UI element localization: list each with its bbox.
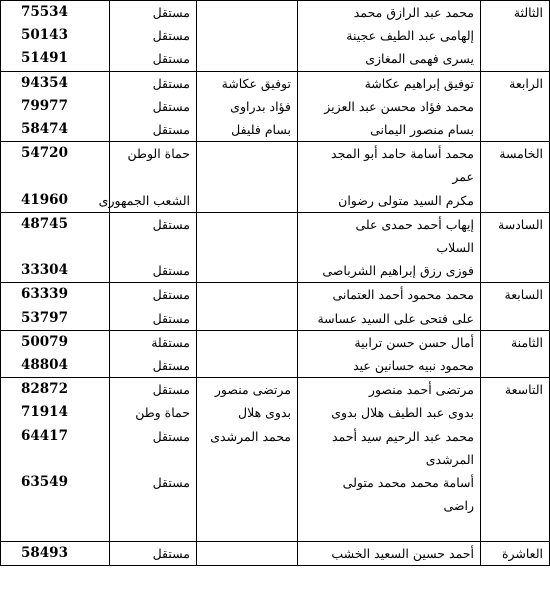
table-row [1,142,550,166]
election-symbol-cell: مرتضى منصور [197,378,298,402]
table-row [1,165,550,188]
table-row [1,212,550,236]
votes-cell: 33304 [1,259,110,283]
election-symbol-cell [197,236,298,259]
district-cell: الرابعة [481,71,550,95]
candidate-name-cell: محمد عبد الرحيم سيد أحمد [298,425,481,448]
district-cell [481,471,550,494]
candidate-name-cell: بدوى عبد الطيف هلال بدوى [298,401,481,424]
party-cell: مستقل [110,283,197,307]
party-cell: مستقل [110,425,197,448]
candidate-name-cell: السلاب [298,236,481,259]
votes-cell: 54720 [1,142,110,166]
candidate-name-cell [298,517,481,541]
candidate-name-cell: أحمد حسين السعيد الخشب [298,541,481,565]
district-cell: الثامنة [481,330,550,354]
candidate-name-cell: أسامة محمد محمد متولى [298,471,481,494]
district-cell [481,307,550,331]
district-cell [481,401,550,424]
district-cell [481,165,550,188]
district-cell: السادسة [481,212,550,236]
candidate-name-cell: مرتضى أحمد منصور [298,378,481,402]
candidate-name-cell: المرشدى [298,448,481,471]
table-row [1,47,550,71]
candidate-name-cell: محمد فؤاد محسن عبد العزيز [298,95,481,118]
party-cell: مستقل [110,471,197,494]
party-cell: مستقل [110,354,197,378]
votes-cell: 79977 [1,95,110,118]
election-symbol-cell [197,47,298,71]
candidate-name-cell: راضى [298,494,481,517]
election-symbol-cell [197,448,298,471]
party-cell: مستقل [110,71,197,95]
district-cell [481,259,550,283]
votes-cell: 50079 [1,330,110,354]
district-cell [481,24,550,47]
district-cell [481,95,550,118]
party-cell: مستقل [110,118,197,142]
district-cell: الثالثة [481,1,550,25]
district-cell: السابعة [481,283,550,307]
table-row [1,425,550,448]
election-symbol-cell [197,354,298,378]
votes-cell [1,494,110,517]
candidate-name-cell: محمد عبد الرازق محمد [298,1,481,25]
election-symbol-cell: توفيق عكاشة [197,71,298,95]
candidate-name-cell: إيهاب أحمد حمدى على [298,212,481,236]
party-cell [110,165,197,188]
election-symbol-cell [197,494,298,517]
table-row [1,307,550,331]
party-cell [110,236,197,259]
district-cell [481,189,550,213]
election-symbol-cell [197,517,298,541]
district-cell [481,425,550,448]
votes-cell: 48745 [1,212,110,236]
election-symbol-cell: بسام فليفل [197,118,298,142]
election-symbol-cell [197,212,298,236]
votes-cell: 94354 [1,71,110,95]
votes-cell: 82872 [1,378,110,402]
votes-cell: 53797 [1,307,110,331]
table-row [1,118,550,142]
district-cell [481,448,550,471]
votes-cell [1,236,110,259]
election-symbol-cell [197,259,298,283]
election-symbol-cell [197,24,298,47]
votes-cell: 50143 [1,24,110,47]
votes-cell: 75534 [1,1,110,25]
table-row [1,541,550,565]
election-symbol-cell [197,283,298,307]
election-symbol-cell: بدوى هلال [197,401,298,424]
party-cell: مستقل [110,541,197,565]
party-cell [110,448,197,471]
votes-cell: 63549 [1,471,110,494]
election-symbol-cell [197,1,298,25]
votes-cell [1,448,110,471]
candidate-name-cell: أمال حسن حسن ترابية [298,330,481,354]
table-row [1,517,550,541]
election-symbol-cell [197,541,298,565]
party-cell: مستقل [110,1,197,25]
candidate-name-cell: بسام منصور اليمانى [298,118,481,142]
district-cell [481,517,550,541]
votes-cell: 51491 [1,47,110,71]
district-cell [481,494,550,517]
candidate-name-cell: فوزى رزق إبراهيم الشرباصى [298,259,481,283]
party-cell: حماة وطن [110,401,197,424]
table-row [1,354,550,378]
district-cell [481,236,550,259]
district-cell: العاشرة [481,541,550,565]
party-cell: مستقل [110,307,197,331]
table-row [1,259,550,283]
table-row [1,236,550,259]
election-symbol-cell: فؤاد بدراوى [197,95,298,118]
table-row [1,448,550,471]
votes-cell [1,517,110,541]
table-row [1,378,550,402]
district-cell: التاسعة [481,378,550,402]
election-symbol-cell [197,330,298,354]
votes-cell: 48804 [1,354,110,378]
votes-cell: 63339 [1,283,110,307]
party-cell [110,517,197,541]
candidate-name-cell: على فتحى على السيد عساسة [298,307,481,331]
election-symbol-cell: محمد المرشدى [197,425,298,448]
table-row [1,494,550,517]
table-row [1,189,550,213]
party-cell: مستقل [110,212,197,236]
table-row [1,401,550,424]
district-cell [481,354,550,378]
table-row [1,1,550,25]
party-cell: مستقل [110,24,197,47]
election-symbol-cell [197,471,298,494]
candidate-name-cell: توفيق إبراهيم عكاشة [298,71,481,95]
election-symbol-cell [197,189,298,213]
party-cell: الشعب الجمهورى [110,189,197,213]
table-row [1,95,550,118]
district-cell [481,118,550,142]
votes-cell [1,165,110,188]
candidate-name-cell: إلهامى عبد الطيف عجينة [298,24,481,47]
party-cell [110,494,197,517]
table-row [1,330,550,354]
party-cell: مستقل [110,378,197,402]
candidate-name-cell: مكرم السيد متولى رضوان [298,189,481,213]
party-cell: مستقل [110,259,197,283]
candidate-name-cell: يسرى فهمى المغازى [298,47,481,71]
table-row [1,71,550,95]
votes-cell: 71914 [1,401,110,424]
district-cell [481,47,550,71]
votes-cell: 58474 [1,118,110,142]
table-row [1,24,550,47]
candidate-name-cell: محمود نبيه حسانين عيد [298,354,481,378]
candidate-name-cell: محمد محمود أحمد العتمانى [298,283,481,307]
election-symbol-cell [197,307,298,331]
party-cell: مستقلة [110,330,197,354]
candidate-name-cell: محمد أسامة حامد أبو المجد [298,142,481,166]
table-row [1,283,550,307]
candidate-name-cell: عمر [298,165,481,188]
votes-cell: 64417 [1,425,110,448]
party-cell: مستقل [110,47,197,71]
election-symbol-cell [197,165,298,188]
table-row [1,471,550,494]
votes-cell: 41960 [1,189,110,213]
election-symbol-cell [197,142,298,166]
district-cell: الخامسة [481,142,550,166]
results-table-body [1,1,550,566]
party-cell: حماة الوطن [110,142,197,166]
party-cell: مستقل [110,95,197,118]
votes-cell: 58493 [1,541,110,565]
